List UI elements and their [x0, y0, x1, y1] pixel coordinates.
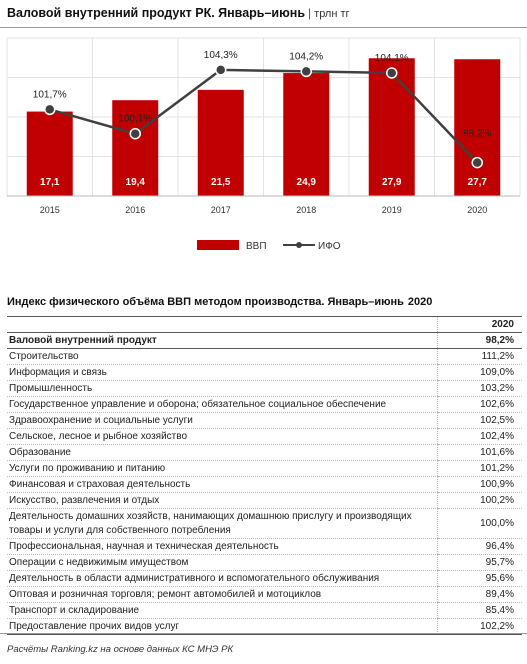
- gdp-bar: [369, 58, 415, 196]
- ifo-point: [301, 66, 311, 76]
- gdp-bar-label: 17,1: [40, 177, 60, 188]
- row-label: Образование: [7, 445, 438, 461]
- ifo-point-label: 104,1%: [374, 52, 409, 64]
- index-table-body: [7, 317, 522, 635]
- row-value: 101,6%: [438, 445, 523, 461]
- footer-divider: [0, 633, 527, 634]
- table-header-row: [7, 317, 522, 333]
- table-row: [7, 397, 522, 413]
- table-row: [7, 539, 522, 555]
- row-label: Здравоохранение и социальные услуги: [7, 413, 438, 429]
- row-value: 98,2%: [438, 333, 523, 349]
- chart-title-row: [7, 4, 350, 22]
- table-row: [7, 381, 522, 397]
- source-note: Расчёты Ranking.kz на основе данных КС МНЭ РК: [7, 644, 234, 655]
- table-row-total: [7, 333, 522, 349]
- row-value: 100,9%: [438, 477, 523, 493]
- table-row: [7, 477, 522, 493]
- legend-label-ifo: ИФО: [318, 241, 341, 252]
- row-label: Информация и связь: [7, 365, 438, 381]
- x-tick-label: 2020: [467, 205, 488, 215]
- gdp-bar-label: 21,5: [211, 177, 231, 188]
- row-value: 100,0%: [438, 509, 523, 539]
- row-label: Предоставление прочих видов услуг: [7, 619, 438, 635]
- row-value: 102,4%: [438, 429, 523, 445]
- ifo-point-label: 101,7%: [32, 89, 67, 101]
- index-table: [7, 316, 522, 635]
- ifo-point: [130, 129, 140, 139]
- row-label: Искусство, развлечения и отдых: [7, 493, 438, 509]
- x-tick-label: 2016: [125, 205, 146, 215]
- table-row: [7, 429, 522, 445]
- row-label: Деятельность домашних хозяйств, нанимающих домашнюю прислугу и производящих товары и услуги для собственного потребления: [7, 509, 438, 539]
- table-row: [7, 493, 522, 509]
- ifo-point: [472, 158, 482, 168]
- column-header-year: 2020: [438, 317, 523, 333]
- ifo-point-label: 100,1%: [118, 113, 153, 125]
- row-value: 103,2%: [438, 381, 523, 397]
- x-tick-label: 2018: [296, 205, 317, 215]
- row-value: 95,6%: [438, 571, 523, 587]
- row-value: 101,2%: [438, 461, 523, 477]
- legend-swatch-gdp: [197, 240, 239, 250]
- row-label: Услуги по проживанию и питанию: [7, 461, 438, 477]
- chart-title: Валовой внутренний продукт РК. Январь–июнь: [7, 6, 306, 20]
- row-label: Транспорт и складирование: [7, 603, 438, 619]
- title-separator: |: [308, 6, 312, 20]
- row-label: Строительство: [7, 349, 438, 365]
- index-table-title: [7, 296, 432, 308]
- table-row: [7, 349, 522, 365]
- row-label: Операции с недвижимым имуществом: [7, 555, 438, 571]
- row-value: 85,4%: [438, 603, 523, 619]
- row-label: Профессиональная, научная и техническая деятельность: [7, 539, 438, 555]
- ifo-point-label: 98,2%: [463, 128, 492, 140]
- gdp-bar-label: 27,9: [382, 177, 402, 188]
- table-row: [7, 555, 522, 571]
- table-row: [7, 571, 522, 587]
- row-label: Финансовая и страховая деятельность: [7, 477, 438, 493]
- gdp-bar-label: 27,7: [467, 177, 487, 188]
- row-value: 102,5%: [438, 413, 523, 429]
- table-row: [7, 603, 522, 619]
- row-label: Валовой внутренний продукт: [7, 333, 438, 349]
- table-row: [7, 587, 522, 603]
- x-tick-label: 2019: [381, 205, 402, 215]
- ifo-point: [387, 68, 397, 78]
- ifo-point: [45, 104, 55, 114]
- gdp-chart: [0, 28, 527, 290]
- row-value: 89,4%: [438, 587, 523, 603]
- index-table-title-text: Индекс физического объёма ВВП методом производства. Январь–июнь: [7, 296, 404, 308]
- x-tick-label: 2015: [39, 205, 60, 215]
- row-label: Оптовая и розничная торговля; ремонт автомобилей и мотоциклов: [7, 587, 438, 603]
- table-row: [7, 461, 522, 477]
- row-value: 109,0%: [438, 365, 523, 381]
- row-label: Сельское, лесное и рыбное хозяйство: [7, 429, 438, 445]
- table-row: [7, 365, 522, 381]
- ifo-point-label: 104,2%: [289, 51, 324, 63]
- header-empty-cell: [7, 317, 438, 333]
- row-value: 102,6%: [438, 397, 523, 413]
- table-row: [7, 509, 522, 539]
- index-table-title-year: 2020: [407, 296, 433, 308]
- row-value: 111,2%: [438, 349, 523, 365]
- table-row: [7, 445, 522, 461]
- row-value: 102,2%: [438, 619, 523, 635]
- row-value: 96,4%: [438, 539, 523, 555]
- row-label: Промышленность: [7, 381, 438, 397]
- legend-marker-ifo: [296, 242, 302, 248]
- gdp-bar-label: 24,9: [296, 177, 316, 188]
- row-label: Государственное управление и оборона; обязательное социальное обеспечение: [7, 397, 438, 413]
- ifo-point-label: 104,3%: [203, 49, 238, 61]
- chart-unit: трлн тг: [314, 8, 350, 20]
- row-value: 95,7%: [438, 555, 523, 571]
- row-label: Деятельность в области административного и вспомогательного обслуживания: [7, 571, 438, 587]
- table-row: [7, 413, 522, 429]
- gdp-bar-label: 19,4: [125, 177, 145, 188]
- x-tick-label: 2017: [210, 205, 231, 215]
- legend-label-gdp: ВВП: [246, 241, 267, 252]
- ifo-point: [216, 65, 226, 75]
- row-value: 100,2%: [438, 493, 523, 509]
